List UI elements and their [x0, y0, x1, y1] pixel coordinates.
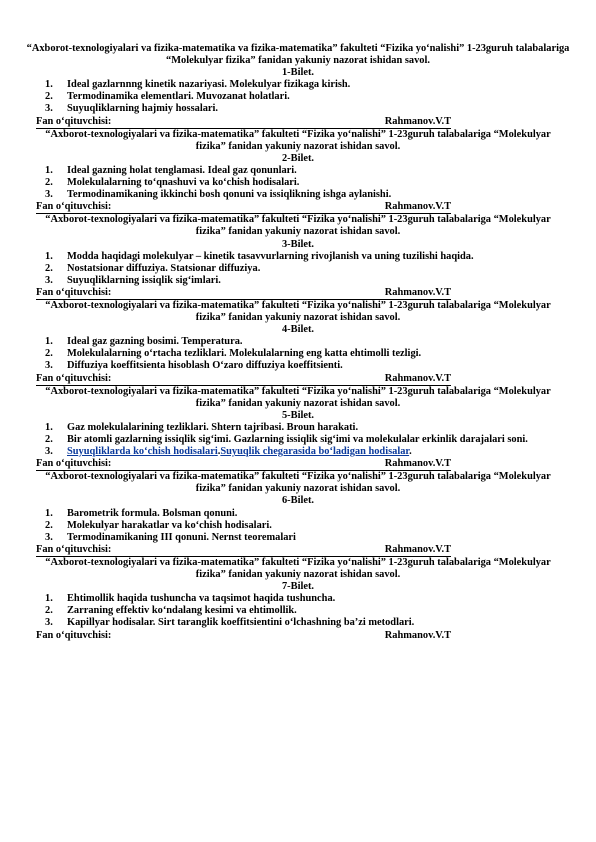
question-item [45, 275, 532, 287]
teacher-name: Rahmanov.V.T [384, 629, 451, 641]
question-item [45, 520, 532, 532]
question-number: 2. [45, 348, 53, 360]
teacher-name: Rahmanov.V.T [384, 543, 451, 555]
question-text: Modda haqidagi molekulyar – kinetik tasavvurlarning rivojlanish va uning tuzilishi haqida. [67, 250, 474, 262]
question-text [67, 446, 532, 458]
question-item [45, 446, 532, 458]
question-item [45, 360, 532, 372]
question-number: 3. [45, 446, 53, 458]
question-text: Suyuqliklarning issiqlik sig‘imlari. [67, 274, 221, 286]
question-text: Bir atomli gazlarning issiqlik sig‘imi. Gazlarning issiqlik sig‘imi va molekulalar erkinlik darajalari soni. [67, 434, 528, 445]
question-text: Gaz molekulalarining tezliklari. Shtern tajribasi. Broun harakati. [67, 421, 359, 433]
question-item [45, 508, 532, 520]
question-item [45, 422, 532, 434]
question-item [45, 593, 532, 605]
ticket-4 [0, 300, 596, 386]
question-number: 3. [45, 274, 53, 286]
teacher-label: Fan o‘qituvchisi: [36, 201, 112, 213]
teacher-label: Fan o‘qituvchisi: [36, 543, 112, 555]
ticket-footer [36, 373, 451, 386]
question-text: Molekulalarning o‘rtacha tezliklari. Molekulalarning eng katta ehtimolli tezligi. [67, 348, 422, 360]
question-text: Ideal gazning holat tenglamasi. Ideal gaz qonunlari. [67, 164, 297, 176]
question-number: 3. [45, 617, 53, 629]
question-text: Termodinamika elementlari. Muvozanat holatlari. [67, 91, 290, 103]
ticket-footer [36, 116, 451, 129]
teacher-label: Fan o‘qituvchisi: [36, 458, 112, 470]
ticket-header: “Axborot-texnologiyalari va fizika-matematika” fakulteti “Fizika yo‘nalishi” 1-23guruh talabalariga “Molekulyar fizika” fanidan yakuniy nazorat ishidan savol. [45, 299, 551, 324]
teacher-label: Fan o‘qituvchisi: [36, 115, 112, 127]
question-number: 1. [45, 593, 53, 605]
question-text: Nostatsionar diffuziya. Statsionar diffuziya. [67, 262, 261, 274]
question-text: Suyuqliklarning hajmiy hossalari. [67, 103, 218, 115]
question-text: Kapillyar hodisalar. Sirt taranglik koeffitsientini o‘lchashning ba’zi metodlari. [67, 617, 415, 629]
teacher-label: Fan o‘qituvchisi: [36, 372, 112, 384]
question-number: 2. [45, 262, 53, 274]
question-item [45, 165, 532, 177]
teacher-name: Rahmanov.V.T [384, 286, 451, 298]
ticket-number: 7-Bilet. [281, 581, 315, 593]
ticket-6 [0, 471, 596, 557]
ticket-number: 6-Bilet. [281, 495, 315, 507]
question-link[interactable]: Suyuqliklarda ko‘chish hodisalari [67, 446, 218, 458]
ticket-1 [0, 43, 596, 129]
question-item [45, 103, 532, 115]
question-number: 1. [45, 507, 53, 519]
question-number: 2. [45, 605, 53, 617]
question-number: 1. [45, 250, 53, 262]
question-item [45, 532, 532, 544]
question-item [45, 617, 532, 629]
ticket-footer [36, 458, 451, 471]
question-text: Ehtimollik haqida tushuncha va taqsimot haqida tushuncha. [67, 593, 336, 605]
question-item [45, 605, 532, 617]
ticket-footer [36, 287, 451, 300]
ticket-number: 3-Bilet. [281, 238, 315, 250]
teacher-name: Rahmanov.V.T [384, 115, 451, 127]
question-number: 3. [45, 360, 53, 372]
question-number: 3. [45, 189, 53, 201]
ticket-2 [0, 129, 596, 215]
question-end: . [409, 446, 412, 458]
ticket-header: “Axborot-texnologiyalari va fizika-matematika” fakulteti “Fizika yo‘nalishi” 1-23guruh talabalariga “Molekulyar fizika” fanidan yakuniy nazorat ishidan savol. [45, 471, 551, 495]
question-item [45, 189, 532, 201]
question-text: Ideal gaz gazning bosimi. Temperatura. [67, 336, 243, 348]
ticket-header: “Axborot-texnologiyalari va fizika-matematika” fakulteti “Fizika yo‘nalishi” 1-23guruh talabalariga “Molekulyar fizika” fanidan yakuniy nazorat ishidan savol. [45, 385, 551, 409]
question-item [45, 263, 532, 275]
question-text: Molekulalarning to‘qnashuvi va ko‘chish hodisalari. [67, 177, 300, 189]
teacher-name: Rahmanov.V.T [384, 372, 451, 384]
ticket-number: 1-Bilet. [281, 67, 315, 79]
question-item [45, 251, 532, 263]
ticket-footer [36, 630, 451, 642]
question-item [45, 336, 532, 348]
question-number: 2. [45, 519, 53, 531]
question-link[interactable]: Suyuqlik chegarasida bo‘ladigan hodisalar [220, 446, 410, 458]
teacher-label: Fan o‘qituvchisi: [36, 629, 112, 641]
question-number: 2. [45, 434, 53, 445]
ticket-7 [0, 557, 596, 642]
question-number: 1. [45, 336, 53, 348]
question-text: Diffuziya koeffitsienta hisoblash O‘zaro diffuziya koeffitsienti. [67, 360, 343, 372]
ticket-footer [36, 544, 451, 557]
ticket-number: 4-Bilet. [281, 324, 315, 336]
question-item [45, 348, 532, 360]
teacher-label: Fan o‘qituvchisi: [36, 286, 112, 298]
question-number: 3. [45, 103, 53, 115]
question-number: 2. [45, 177, 53, 189]
ticket-header: “Axborot-texnologiyalari va fizika-matematika va fizika-matematika” fakulteti “Fizika yo‘nalishi” 1-23guruh talabalariga “Molekulyar fizika” fanidan yakuniy nazorat ishidan savol. [26, 43, 570, 67]
question-number: 1. [45, 79, 53, 91]
question-number: 2. [45, 91, 53, 103]
question-text: Termodinamikaning ikkinchi bosh qonuni va issiqlikning ishga aylanishi. [67, 189, 392, 201]
question-number: 1. [45, 421, 53, 433]
question-separator: . [217, 446, 221, 458]
question-text: Molekulyar harakatlar va ko‘chish hodisalari. [67, 519, 272, 531]
ticket-header: “Axborot-texnologiyalari va fizika-matematika” fakulteti “Fizika yo‘nalishi” 1-23guruh talabalariga “Molekulyar fizika” fanidan yakuniy nazorat ishidan savol. [45, 128, 551, 152]
question-item [45, 177, 532, 189]
question-number: 1. [45, 164, 53, 176]
question-number: 3. [45, 531, 53, 543]
ticket-5 [0, 386, 596, 472]
teacher-name: Rahmanov.V.T [384, 458, 451, 470]
ticket-3 [0, 214, 596, 300]
ticket-header: “Axborot-texnologiyalari va fizika-matematika” fakulteti “Fizika yo‘nalishi” 1-23guruh talabalariga “Molekulyar fizika” fanidan yakuniy nazorat ishidan savol. [45, 214, 551, 238]
question-text: Ideal gazlarnnng kinetik nazariyasi. Molekulyar fizikaga kirish. [67, 79, 351, 91]
ticket-number: 2-Bilet. [281, 152, 315, 164]
ticket-number: 5-Bilet. [281, 409, 315, 421]
question-text: Termodinamikaning III qonuni. Nernst teoremalari [67, 531, 296, 543]
question-text: Barometrik formula. Bolsman qonuni. [67, 507, 238, 519]
question-item [45, 434, 532, 446]
ticket-header: “Axborot-texnologiyalari va fizika-matematika” fakulteti “Fizika yo‘nalishi” 1-23guruh talabalariga “Molekulyar fizika” fanidan yakuniy nazorat ishidan savol. [45, 556, 551, 581]
question-text: Zarraning effektiv ko‘ndalang kesimi va ehtimollik. [67, 605, 297, 617]
teacher-name: Rahmanov.V.T [384, 201, 451, 213]
ticket-footer [36, 201, 451, 214]
question-item [45, 79, 532, 91]
question-item [45, 91, 532, 103]
